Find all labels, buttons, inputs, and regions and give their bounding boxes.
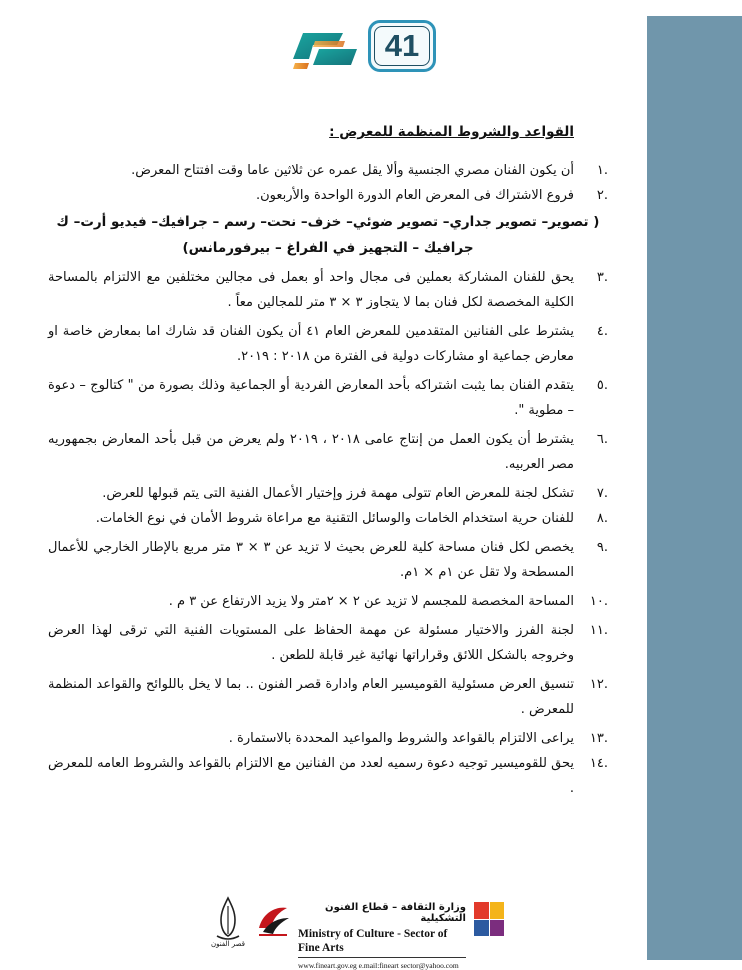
item-number: .١٢ — [589, 677, 608, 692]
list-item — [48, 751, 608, 801]
list-item — [48, 481, 608, 506]
item-text: يحق للفنان المشاركة بعملين فى مجال واحد أو بعمل فى مجالين مختلفين مع الالتزام بالمساحة الكلية المخصصة لكل فنان بما لا يتجاوز ٣ × ٣ متر للمجالين معاً . — [48, 270, 574, 310]
list-item — [48, 672, 608, 722]
item-text: يتقدم الفنان بما يثبت اشتراكه بأحد المعارض الفردية أو الجماعية وذلك بصورة من " كتالوج – دعوة – مطوية ". — [48, 378, 574, 418]
item-number: .٢ — [596, 188, 608, 203]
mosaic-tile — [490, 920, 505, 937]
list-item — [48, 506, 608, 531]
item-number: .٨ — [596, 511, 608, 526]
item-text: للفنان حرية استخدام الخامات والوسائل التقنية مع مراعاة شروط الأمان في نوع الخامات. — [95, 511, 574, 526]
item-text: أن يكون الفنان مصري الجنسية وألا يقل عمره عن ثلاثين عاما وقت افتتاح المعرض. — [131, 163, 574, 178]
list-item — [48, 373, 608, 423]
palace-of-arts-logo-icon — [213, 896, 243, 944]
list-item — [48, 319, 608, 369]
item-number: .١٠ — [589, 594, 608, 609]
item-text: يشترط أن يكون العمل من إنتاج عامى ٢٠١٨ ، ٢٠١٩ ولم يعرض من قبل بأحد المعارض بجمهوريه مصر العربيه. — [48, 432, 574, 472]
item-text: يراعى الالتزام بالقواعد والشروط والمواعيد المحددة بالاستمارة . — [228, 731, 574, 746]
list-item — [48, 158, 608, 183]
item-number: .١١ — [589, 623, 608, 638]
categories-list: ( تصوير– تصوير جداري– تصوير ضوئي– خزف– نحت– رسم – جرافيك– فيديو أرت– ك جرافيك – التجهيز في الفراغ – بيرفورمانس) — [56, 214, 600, 256]
item-number: .٥ — [596, 378, 608, 393]
exhibition-number-logo — [368, 20, 436, 72]
item-text: تنسيق العرض مسئولية القوميسير العام وادارة قصر الفنون .. بما لا يخل باللوائح والقواعد المنظمة للمعرض . — [48, 677, 574, 717]
mosaic-tile — [474, 920, 489, 937]
document-footer — [0, 888, 647, 970]
decorative-side-strip — [647, 16, 742, 960]
item-text: يحق للقوميسير توجيه دعوة رسميه لعدد من الفنانين مع الالتزام بالقواعد والشروط العامه للمعرض . — [48, 756, 574, 796]
item-text: فروع الاشتراك فى المعرض العام الدورة الواحدة والأربعون. — [255, 188, 574, 203]
item-number: .٩ — [596, 540, 608, 555]
mosaic-tile — [490, 902, 505, 919]
exhibition-emblem-icon — [289, 21, 363, 73]
item-text: تشكل لجنة للمعرض العام تتولى مهمة فرز وإختيار الأعمال الفنية التى يتم قبولها للعرض. — [102, 486, 574, 501]
item-text: يخصص لكل فنان مساحة كلية للعرض بحيث لا تزيد عن ٣ × ٣ متر مربع بالإطار الخارجي للأعمال المسطحة ولا تقل عن ١م × ١م. — [48, 540, 574, 580]
item-number: .٧ — [596, 486, 608, 501]
ministry-name-english: Ministry of Culture - Sector of Fine Arts — [298, 927, 466, 958]
item-text: يشترط على الفنانين المتقدمين للمعرض العام ٤١ أن يكون الفنان قد شارك اما بمعارض خاصة او معارض جماعية او مشاركات دولية فى الفترة من ٢٠١٨ : ٢٠١٩. — [48, 324, 575, 364]
list-item — [48, 183, 608, 208]
document-heading: القواعد والشروط المنظمة للمعرض : — [329, 124, 574, 140]
ministry-mosaic-logo-icon — [474, 902, 504, 936]
item-number: .٦ — [596, 432, 608, 447]
item-text: لجنة الفرز والاختيار مسئولة عن مهمة الحفاظ على المستويات الفنية التي ترقى لهذا العرض وخروجه بالشكل اللائق وقراراتها نهائية غير قابلة للطعن . — [48, 623, 574, 663]
list-item — [48, 427, 608, 477]
item-number: .٣ — [596, 270, 608, 285]
item-number: .١٤ — [589, 756, 608, 771]
list-item — [48, 589, 608, 614]
rules-document — [48, 120, 608, 801]
list-item — [48, 726, 608, 751]
list-item — [48, 618, 608, 668]
item-number: .١٣ — [589, 731, 608, 746]
mosaic-tile — [474, 902, 489, 919]
item-number: .١ — [596, 163, 608, 178]
list-item — [48, 265, 608, 315]
ministry-name-arabic: وزارة الثقافة – قطاع الفنون التشكيلية — [325, 902, 466, 924]
list-item — [48, 535, 608, 585]
logo-number: 41 — [374, 26, 430, 66]
fine-arts-sector-logo-icon — [253, 900, 293, 940]
palace-of-arts-label: قصر الفنون — [211, 940, 245, 948]
item-text: المساحة المخصصة للمجسم لا تزيد عن ٢ × ٢متر ولا يزيد الارتفاع عن ٣ م . — [168, 594, 574, 609]
ministry-website: www.fineart.gov.eg e.mail:fineart sector@yahoo.com — [298, 961, 459, 970]
item-number: .٤ — [596, 324, 608, 339]
